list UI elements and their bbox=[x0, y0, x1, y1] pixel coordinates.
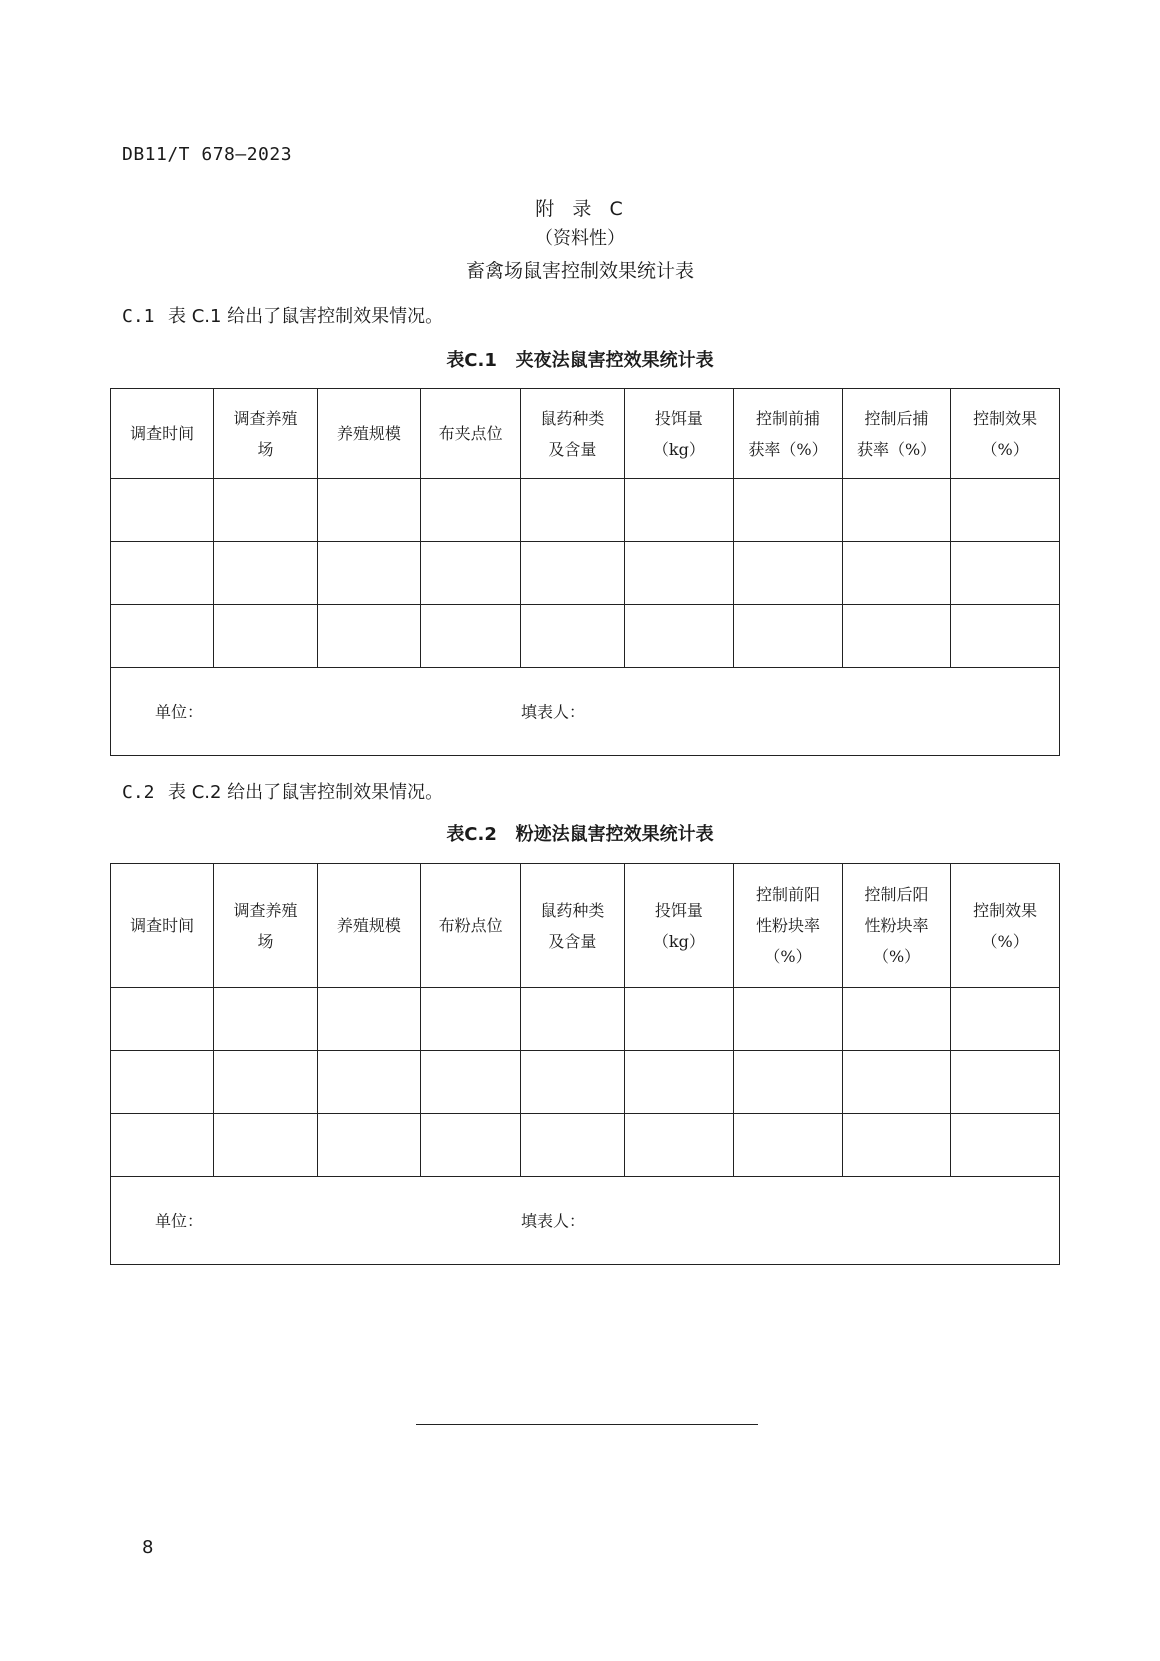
column-header-line: （%） bbox=[981, 439, 1029, 459]
column-header bbox=[951, 864, 1060, 988]
table-c2 bbox=[110, 863, 1060, 1265]
column-header-line: 养殖规模 bbox=[336, 916, 401, 935]
document-number: DB11/T 678—2023 bbox=[122, 144, 293, 165]
column-header bbox=[842, 864, 951, 988]
column-header-line: 调查养殖 bbox=[233, 900, 298, 920]
column-header-line: 调查时间 bbox=[130, 424, 195, 443]
filler-label: 填表人： bbox=[521, 702, 586, 721]
table-c1-caption: 表C.1 夹夜法鼠害控效果统计表 bbox=[446, 350, 714, 371]
column-header bbox=[214, 864, 317, 988]
column-header-line: 调查时间 bbox=[130, 916, 195, 935]
unit-label: 单位： bbox=[155, 702, 204, 721]
section-c1-number: C.1 bbox=[122, 306, 155, 327]
column-header-line: 获率（%） bbox=[856, 439, 937, 459]
column-header bbox=[317, 864, 420, 988]
column-header-line: 布粉点位 bbox=[438, 916, 503, 935]
column-header-line: （%） bbox=[872, 947, 921, 966]
column-header bbox=[111, 389, 214, 479]
column-header-line: （kg） bbox=[652, 439, 705, 459]
column-header-line: （%） bbox=[981, 931, 1029, 951]
column-header-line: 投饵量 bbox=[654, 900, 703, 920]
column-header bbox=[214, 389, 317, 479]
table-row bbox=[111, 1114, 1060, 1177]
section-c2-number: C.2 bbox=[122, 782, 155, 803]
column-header bbox=[521, 389, 624, 479]
column-header-line: 控制后捕 bbox=[864, 408, 929, 428]
table-c1-footer-row bbox=[111, 668, 1060, 756]
column-header-line: 鼠药种类 bbox=[540, 900, 605, 920]
end-rule bbox=[416, 1424, 758, 1425]
column-header bbox=[624, 389, 734, 479]
table-row bbox=[111, 605, 1060, 668]
column-header bbox=[421, 389, 521, 479]
column-header-line: 控制效果 bbox=[973, 900, 1038, 920]
column-header-line: （%） bbox=[764, 947, 812, 966]
unit-label: 单位： bbox=[155, 1211, 204, 1230]
table-c2-footer-row bbox=[111, 1177, 1060, 1265]
column-header-line: 布夹点位 bbox=[438, 424, 503, 443]
column-header-line: 控制后阳 bbox=[864, 885, 929, 904]
column-header bbox=[521, 864, 624, 988]
column-header-line: 控制效果 bbox=[973, 408, 1038, 428]
section-c2-text: 表 C.2 给出了鼠害控制效果情况。 bbox=[168, 782, 444, 803]
column-header-line: 场 bbox=[257, 931, 274, 951]
column-header-line: 性粉块率 bbox=[755, 916, 820, 935]
column-header-line: 鼠药种类 bbox=[540, 408, 605, 428]
column-header-line: 场 bbox=[257, 439, 274, 459]
column-header bbox=[734, 864, 843, 988]
column-header bbox=[951, 389, 1060, 479]
column-header-line: 控制前阳 bbox=[755, 885, 820, 904]
column-header bbox=[734, 389, 843, 479]
column-header-line: 调查养殖 bbox=[233, 408, 298, 428]
column-header-line: 及含量 bbox=[548, 439, 597, 459]
table-row bbox=[111, 479, 1060, 542]
table-c2-footer bbox=[111, 1177, 1060, 1265]
appendix-title: 畜禽场鼠害控制效果统计表 bbox=[465, 260, 694, 282]
appendix-label: 附 录 C bbox=[535, 198, 625, 220]
section-c1-intro bbox=[122, 302, 443, 328]
column-header-line: 养殖规模 bbox=[336, 424, 401, 443]
column-header-line: （kg） bbox=[652, 931, 705, 951]
section-c2-intro bbox=[122, 778, 443, 804]
column-header bbox=[421, 864, 521, 988]
table-c2-header-row bbox=[111, 864, 1060, 988]
column-header-line: 性粉块率 bbox=[864, 916, 929, 935]
column-header-line: 获率（%） bbox=[748, 439, 828, 459]
column-header bbox=[111, 864, 214, 988]
table-c1-header-row bbox=[111, 389, 1060, 479]
column-header-line: 控制前捕 bbox=[755, 408, 820, 428]
column-header-line: 及含量 bbox=[548, 931, 597, 951]
appendix-nature: （资料性） bbox=[535, 228, 625, 249]
table-c2-caption: 表C.2 粉迹法鼠害控效果统计表 bbox=[446, 824, 714, 845]
table-c1-footer bbox=[111, 668, 1060, 756]
column-header bbox=[317, 389, 420, 479]
filler-label: 填表人： bbox=[521, 1211, 586, 1230]
table-c1 bbox=[110, 388, 1060, 756]
section-c1-text: 表 C.1 给出了鼠害控制效果情况。 bbox=[168, 306, 444, 327]
table-row bbox=[111, 542, 1060, 605]
column-header bbox=[842, 389, 951, 479]
page-number: 8 bbox=[142, 1537, 154, 1558]
table-row bbox=[111, 988, 1060, 1051]
column-header-line: 投饵量 bbox=[654, 408, 703, 428]
column-header bbox=[624, 864, 734, 988]
table-row bbox=[111, 1051, 1060, 1114]
